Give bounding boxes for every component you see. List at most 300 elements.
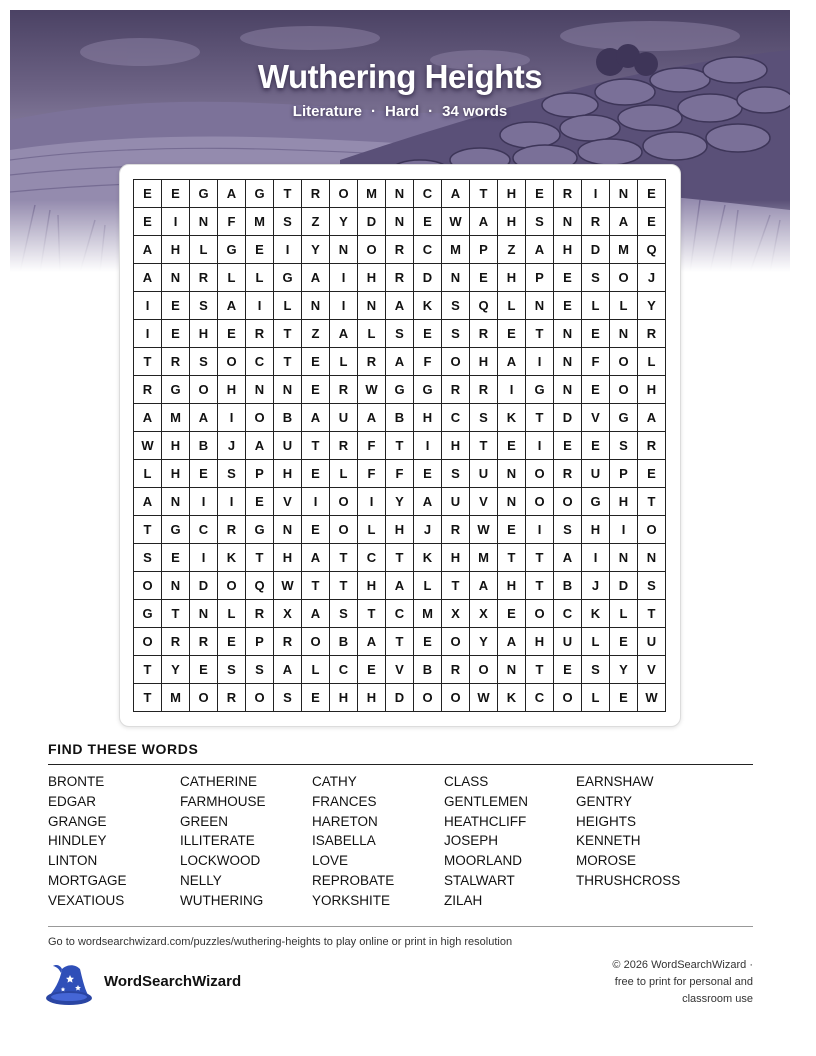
grid-cell[interactable]: E — [190, 460, 218, 488]
grid-cell[interactable]: H — [498, 264, 526, 292]
grid-cell[interactable]: U — [638, 628, 666, 656]
grid-cell[interactable]: R — [358, 348, 386, 376]
grid-cell[interactable]: W — [358, 376, 386, 404]
grid-cell[interactable]: S — [386, 320, 414, 348]
grid-cell[interactable]: S — [134, 544, 162, 572]
grid-cell[interactable]: M — [470, 544, 498, 572]
grid-cell[interactable]: O — [358, 236, 386, 264]
grid-cell[interactable]: N — [498, 488, 526, 516]
grid-cell[interactable]: E — [498, 600, 526, 628]
grid-cell[interactable]: T — [246, 544, 274, 572]
grid-cell[interactable]: O — [302, 628, 330, 656]
grid-cell[interactable]: N — [386, 208, 414, 236]
grid-cell[interactable]: H — [358, 684, 386, 712]
grid-cell[interactable]: O — [330, 488, 358, 516]
grid-cell[interactable]: W — [470, 516, 498, 544]
grid-cell[interactable]: X — [274, 600, 302, 628]
grid-cell[interactable]: B — [274, 404, 302, 432]
grid-cell[interactable]: O — [610, 376, 638, 404]
grid-cell[interactable]: H — [274, 460, 302, 488]
grid-cell[interactable]: O — [414, 684, 442, 712]
grid-cell[interactable]: C — [414, 180, 442, 208]
grid-cell[interactable]: R — [386, 236, 414, 264]
grid-cell[interactable]: L — [246, 264, 274, 292]
grid-cell[interactable]: I — [582, 544, 610, 572]
grid-cell[interactable]: R — [470, 376, 498, 404]
grid-cell[interactable]: E — [638, 208, 666, 236]
grid-cell[interactable]: S — [610, 432, 638, 460]
grid-cell[interactable]: Z — [302, 208, 330, 236]
grid-cell[interactable]: I — [274, 236, 302, 264]
grid-cell[interactable]: S — [190, 348, 218, 376]
grid-cell[interactable]: K — [582, 600, 610, 628]
grid-cell[interactable]: N — [554, 208, 582, 236]
grid-cell[interactable]: T — [274, 180, 302, 208]
grid-cell[interactable]: K — [498, 684, 526, 712]
grid-cell[interactable]: G — [218, 236, 246, 264]
grid-cell[interactable]: K — [414, 292, 442, 320]
grid-cell[interactable]: F — [582, 348, 610, 376]
grid-cell[interactable]: R — [330, 376, 358, 404]
grid-cell[interactable]: U — [442, 488, 470, 516]
grid-cell[interactable]: L — [498, 292, 526, 320]
grid-cell[interactable]: A — [414, 488, 442, 516]
grid-cell[interactable]: E — [218, 320, 246, 348]
grid-cell[interactable]: L — [582, 684, 610, 712]
grid-cell[interactable]: A — [302, 404, 330, 432]
grid-cell[interactable]: R — [218, 684, 246, 712]
grid-cell[interactable]: V — [274, 488, 302, 516]
grid-cell[interactable]: K — [498, 404, 526, 432]
grid-cell[interactable]: S — [218, 460, 246, 488]
grid-cell[interactable]: N — [330, 236, 358, 264]
grid-cell[interactable]: N — [190, 600, 218, 628]
grid-cell[interactable]: E — [302, 516, 330, 544]
grid-cell[interactable]: T — [330, 544, 358, 572]
grid-cell[interactable]: L — [610, 600, 638, 628]
grid-cell[interactable]: Y — [330, 208, 358, 236]
grid-cell[interactable]: G — [162, 516, 190, 544]
grid-cell[interactable]: A — [134, 488, 162, 516]
grid-cell[interactable]: I — [134, 320, 162, 348]
grid-cell[interactable]: A — [302, 600, 330, 628]
grid-cell[interactable]: N — [638, 544, 666, 572]
grid-cell[interactable]: R — [442, 516, 470, 544]
grid-cell[interactable]: A — [386, 348, 414, 376]
grid-cell[interactable]: R — [302, 180, 330, 208]
grid-cell[interactable]: F — [218, 208, 246, 236]
grid-cell[interactable]: W — [638, 684, 666, 712]
grid-cell[interactable]: L — [414, 572, 442, 600]
grid-cell[interactable]: E — [218, 628, 246, 656]
grid-cell[interactable]: Y — [302, 236, 330, 264]
grid-cell[interactable]: E — [638, 460, 666, 488]
grid-cell[interactable]: T — [134, 656, 162, 684]
grid-cell[interactable]: E — [554, 656, 582, 684]
grid-cell[interactable]: R — [190, 628, 218, 656]
grid-cell[interactable]: N — [554, 348, 582, 376]
grid-cell[interactable]: L — [330, 460, 358, 488]
grid-cell[interactable]: T — [134, 516, 162, 544]
grid-cell[interactable]: L — [134, 460, 162, 488]
grid-cell[interactable]: E — [554, 264, 582, 292]
grid-cell[interactable]: V — [638, 656, 666, 684]
grid-cell[interactable]: H — [358, 264, 386, 292]
grid-cell[interactable]: A — [526, 236, 554, 264]
grid-cell[interactable]: E — [554, 432, 582, 460]
grid-cell[interactable]: E — [498, 516, 526, 544]
grid-cell[interactable]: E — [302, 376, 330, 404]
grid-cell[interactable]: R — [134, 376, 162, 404]
grid-cell[interactable]: G — [246, 180, 274, 208]
grid-cell[interactable]: O — [526, 600, 554, 628]
grid-cell[interactable]: H — [162, 236, 190, 264]
grid-cell[interactable]: N — [610, 320, 638, 348]
grid-cell[interactable]: Y — [470, 628, 498, 656]
grid-cell[interactable]: F — [358, 460, 386, 488]
grid-cell[interactable]: N — [554, 376, 582, 404]
grid-cell[interactable]: H — [218, 376, 246, 404]
grid-cell[interactable]: T — [470, 180, 498, 208]
grid-cell[interactable]: N — [246, 376, 274, 404]
grid-cell[interactable]: J — [582, 572, 610, 600]
grid-cell[interactable]: Y — [386, 488, 414, 516]
grid-cell[interactable]: X — [442, 600, 470, 628]
grid-cell[interactable]: G — [526, 376, 554, 404]
grid-cell[interactable]: S — [190, 292, 218, 320]
grid-cell[interactable]: I — [610, 516, 638, 544]
grid-cell[interactable]: A — [638, 404, 666, 432]
grid-cell[interactable]: V — [582, 404, 610, 432]
grid-cell[interactable]: U — [274, 432, 302, 460]
grid-cell[interactable]: T — [638, 600, 666, 628]
grid-cell[interactable]: D — [386, 684, 414, 712]
grid-cell[interactable]: O — [134, 572, 162, 600]
grid-cell[interactable]: M — [162, 684, 190, 712]
grid-cell[interactable]: L — [302, 656, 330, 684]
grid-cell[interactable]: A — [134, 264, 162, 292]
grid-cell[interactable]: A — [190, 404, 218, 432]
grid-cell[interactable]: D — [414, 264, 442, 292]
grid-cell[interactable]: O — [330, 516, 358, 544]
grid-cell[interactable]: A — [302, 264, 330, 292]
grid-cell[interactable]: G — [386, 376, 414, 404]
grid-cell[interactable]: R — [638, 320, 666, 348]
grid-cell[interactable]: S — [330, 600, 358, 628]
grid-cell[interactable]: A — [498, 628, 526, 656]
grid-cell[interactable]: A — [498, 348, 526, 376]
grid-cell[interactable]: O — [610, 348, 638, 376]
grid-cell[interactable]: S — [442, 292, 470, 320]
grid-cell[interactable]: H — [582, 516, 610, 544]
grid-cell[interactable]: R — [554, 180, 582, 208]
grid-cell[interactable]: E — [414, 208, 442, 236]
grid-cell[interactable]: R — [190, 264, 218, 292]
grid-cell[interactable]: E — [302, 348, 330, 376]
grid-cell[interactable]: N — [190, 208, 218, 236]
grid-cell[interactable]: F — [414, 348, 442, 376]
grid-cell[interactable]: R — [246, 600, 274, 628]
grid-cell[interactable]: E — [246, 236, 274, 264]
grid-cell[interactable]: Q — [246, 572, 274, 600]
grid-cell[interactable]: E — [638, 180, 666, 208]
grid-cell[interactable]: L — [218, 264, 246, 292]
grid-cell[interactable]: M — [246, 208, 274, 236]
grid-cell[interactable]: H — [498, 208, 526, 236]
grid-cell[interactable]: O — [526, 460, 554, 488]
grid-cell[interactable]: J — [218, 432, 246, 460]
grid-cell[interactable]: C — [414, 236, 442, 264]
grid-cell[interactable]: R — [442, 656, 470, 684]
grid-cell[interactable]: N — [274, 376, 302, 404]
grid-cell[interactable]: T — [526, 320, 554, 348]
grid-cell[interactable]: I — [498, 376, 526, 404]
grid-cell[interactable]: O — [218, 348, 246, 376]
grid-cell[interactable]: R — [162, 628, 190, 656]
grid-cell[interactable]: C — [386, 600, 414, 628]
grid-cell[interactable]: H — [162, 460, 190, 488]
grid-cell[interactable]: G — [414, 376, 442, 404]
grid-cell[interactable]: T — [386, 432, 414, 460]
grid-cell[interactable]: R — [246, 320, 274, 348]
grid-cell[interactable]: A — [218, 180, 246, 208]
grid-cell[interactable]: N — [526, 292, 554, 320]
grid-cell[interactable]: O — [442, 628, 470, 656]
grid-cell[interactable]: E — [134, 180, 162, 208]
grid-cell[interactable]: M — [610, 236, 638, 264]
grid-cell[interactable]: I — [162, 208, 190, 236]
grid-cell[interactable]: O — [638, 516, 666, 544]
grid-cell[interactable]: O — [190, 376, 218, 404]
grid-cell[interactable]: S — [582, 656, 610, 684]
grid-cell[interactable]: H — [526, 628, 554, 656]
grid-cell[interactable]: O — [218, 572, 246, 600]
grid-cell[interactable]: L — [582, 628, 610, 656]
grid-cell[interactable]: P — [610, 460, 638, 488]
grid-cell[interactable]: E — [358, 656, 386, 684]
grid-cell[interactable]: L — [638, 348, 666, 376]
grid-cell[interactable]: S — [442, 320, 470, 348]
grid-cell[interactable]: K — [218, 544, 246, 572]
grid-cell[interactable]: T — [638, 488, 666, 516]
grid-cell[interactable]: O — [246, 404, 274, 432]
grid-cell[interactable]: H — [162, 432, 190, 460]
grid-cell[interactable]: A — [330, 320, 358, 348]
grid-cell[interactable]: P — [526, 264, 554, 292]
grid-cell[interactable]: A — [134, 236, 162, 264]
grid-cell[interactable]: E — [302, 460, 330, 488]
grid-cell[interactable]: G — [274, 264, 302, 292]
grid-cell[interactable]: E — [582, 320, 610, 348]
grid-cell[interactable]: T — [526, 656, 554, 684]
grid-cell[interactable]: O — [470, 656, 498, 684]
grid-cell[interactable]: R — [554, 460, 582, 488]
grid-cell[interactable]: I — [526, 348, 554, 376]
grid-cell[interactable]: T — [470, 432, 498, 460]
grid-cell[interactable]: H — [190, 320, 218, 348]
grid-cell[interactable]: E — [414, 628, 442, 656]
grid-cell[interactable]: I — [358, 488, 386, 516]
grid-cell[interactable]: B — [554, 572, 582, 600]
grid-cell[interactable]: L — [190, 236, 218, 264]
grid-cell[interactable]: G — [190, 180, 218, 208]
grid-cell[interactable]: E — [610, 684, 638, 712]
grid-cell[interactable]: G — [134, 600, 162, 628]
grid-cell[interactable]: A — [358, 404, 386, 432]
grid-cell[interactable]: O — [610, 264, 638, 292]
grid-cell[interactable]: T — [302, 432, 330, 460]
grid-cell[interactable]: C — [190, 516, 218, 544]
grid-cell[interactable]: O — [246, 684, 274, 712]
grid-cell[interactable]: E — [582, 376, 610, 404]
grid-cell[interactable]: L — [610, 292, 638, 320]
grid-cell[interactable]: E — [246, 488, 274, 516]
grid-cell[interactable]: U — [330, 404, 358, 432]
grid-cell[interactable]: A — [610, 208, 638, 236]
grid-cell[interactable]: M — [414, 600, 442, 628]
grid-cell[interactable]: C — [330, 656, 358, 684]
grid-cell[interactable]: P — [246, 628, 274, 656]
grid-cell[interactable]: I — [330, 264, 358, 292]
grid-cell[interactable]: O — [442, 684, 470, 712]
grid-cell[interactable]: A — [358, 628, 386, 656]
grid-cell[interactable]: T — [386, 628, 414, 656]
grid-cell[interactable]: X — [470, 600, 498, 628]
grid-cell[interactable]: P — [470, 236, 498, 264]
grid-cell[interactable]: B — [190, 432, 218, 460]
grid-cell[interactable]: O — [134, 628, 162, 656]
grid-cell[interactable]: E — [162, 292, 190, 320]
grid-cell[interactable]: H — [498, 180, 526, 208]
grid-cell[interactable]: O — [526, 488, 554, 516]
grid-cell[interactable]: L — [358, 516, 386, 544]
grid-cell[interactable]: N — [162, 572, 190, 600]
grid-cell[interactable]: E — [526, 180, 554, 208]
grid-cell[interactable]: R — [386, 264, 414, 292]
grid-cell[interactable]: J — [638, 264, 666, 292]
grid-cell[interactable]: W — [134, 432, 162, 460]
grid-cell[interactable]: S — [526, 208, 554, 236]
grid-cell[interactable]: T — [526, 572, 554, 600]
grid-cell[interactable]: A — [134, 404, 162, 432]
grid-cell[interactable]: N — [302, 292, 330, 320]
grid-cell[interactable]: G — [610, 404, 638, 432]
grid-cell[interactable]: H — [498, 572, 526, 600]
grid-cell[interactable]: E — [610, 628, 638, 656]
grid-cell[interactable]: D — [190, 572, 218, 600]
grid-cell[interactable]: E — [302, 684, 330, 712]
grid-cell[interactable]: T — [498, 544, 526, 572]
grid-cell[interactable]: H — [358, 572, 386, 600]
grid-cell[interactable]: E — [470, 264, 498, 292]
grid-cell[interactable]: R — [470, 320, 498, 348]
grid-cell[interactable]: Q — [638, 236, 666, 264]
grid-cell[interactable]: H — [442, 432, 470, 460]
grid-cell[interactable]: E — [414, 320, 442, 348]
grid-cell[interactable]: D — [554, 404, 582, 432]
grid-cell[interactable]: T — [330, 572, 358, 600]
grid-cell[interactable]: B — [330, 628, 358, 656]
grid-cell[interactable]: B — [386, 404, 414, 432]
grid-cell[interactable]: J — [414, 516, 442, 544]
grid-cell[interactable]: N — [162, 488, 190, 516]
grid-cell[interactable]: W — [442, 208, 470, 236]
grid-cell[interactable]: N — [442, 264, 470, 292]
grid-cell[interactable]: C — [246, 348, 274, 376]
grid-cell[interactable]: E — [582, 432, 610, 460]
grid-cell[interactable]: F — [358, 432, 386, 460]
grid-cell[interactable]: A — [470, 208, 498, 236]
grid-cell[interactable]: T — [134, 684, 162, 712]
grid-cell[interactable]: T — [134, 348, 162, 376]
grid-cell[interactable]: H — [330, 684, 358, 712]
grid-cell[interactable]: V — [386, 656, 414, 684]
grid-cell[interactable]: D — [582, 236, 610, 264]
grid-cell[interactable]: L — [330, 348, 358, 376]
grid-cell[interactable]: S — [218, 656, 246, 684]
grid-cell[interactable]: N — [162, 264, 190, 292]
grid-cell[interactable]: N — [358, 292, 386, 320]
grid-cell[interactable]: E — [498, 320, 526, 348]
grid-cell[interactable]: A — [218, 292, 246, 320]
grid-cell[interactable]: S — [442, 460, 470, 488]
grid-cell[interactable]: H — [414, 404, 442, 432]
grid-cell[interactable]: A — [554, 544, 582, 572]
grid-cell[interactable]: E — [134, 208, 162, 236]
grid-cell[interactable]: H — [274, 544, 302, 572]
grid-cell[interactable]: M — [162, 404, 190, 432]
grid-cell[interactable]: I — [246, 292, 274, 320]
grid-cell[interactable]: L — [358, 320, 386, 348]
grid-cell[interactable]: H — [442, 544, 470, 572]
grid-cell[interactable]: I — [526, 516, 554, 544]
grid-cell[interactable]: W — [470, 684, 498, 712]
grid-cell[interactable]: F — [386, 460, 414, 488]
grid-cell[interactable]: N — [386, 180, 414, 208]
grid-cell[interactable]: A — [302, 544, 330, 572]
grid-cell[interactable]: Y — [162, 656, 190, 684]
grid-cell[interactable]: A — [274, 656, 302, 684]
grid-cell[interactable]: A — [442, 180, 470, 208]
grid-cell[interactable]: Q — [470, 292, 498, 320]
grid-cell[interactable]: M — [442, 236, 470, 264]
grid-cell[interactable]: T — [302, 572, 330, 600]
grid-cell[interactable]: Z — [302, 320, 330, 348]
grid-cell[interactable]: T — [162, 600, 190, 628]
grid-cell[interactable]: K — [414, 544, 442, 572]
grid-cell[interactable]: Y — [638, 292, 666, 320]
grid-cell[interactable]: G — [582, 488, 610, 516]
grid-cell[interactable]: C — [358, 544, 386, 572]
grid-cell[interactable]: L — [582, 292, 610, 320]
grid-cell[interactable]: C — [554, 600, 582, 628]
grid-cell[interactable]: S — [554, 516, 582, 544]
grid-cell[interactable]: E — [162, 320, 190, 348]
grid-cell[interactable]: N — [610, 544, 638, 572]
grid-cell[interactable]: S — [246, 656, 274, 684]
grid-cell[interactable]: T — [358, 600, 386, 628]
grid-cell[interactable]: R — [442, 376, 470, 404]
grid-cell[interactable]: I — [190, 488, 218, 516]
grid-cell[interactable]: T — [442, 572, 470, 600]
grid-cell[interactable]: H — [470, 348, 498, 376]
grid-cell[interactable]: S — [638, 572, 666, 600]
grid-cell[interactable]: T — [274, 348, 302, 376]
grid-cell[interactable]: D — [610, 572, 638, 600]
grid-cell[interactable]: G — [246, 516, 274, 544]
grid-cell[interactable]: R — [330, 432, 358, 460]
grid-cell[interactable]: B — [414, 656, 442, 684]
